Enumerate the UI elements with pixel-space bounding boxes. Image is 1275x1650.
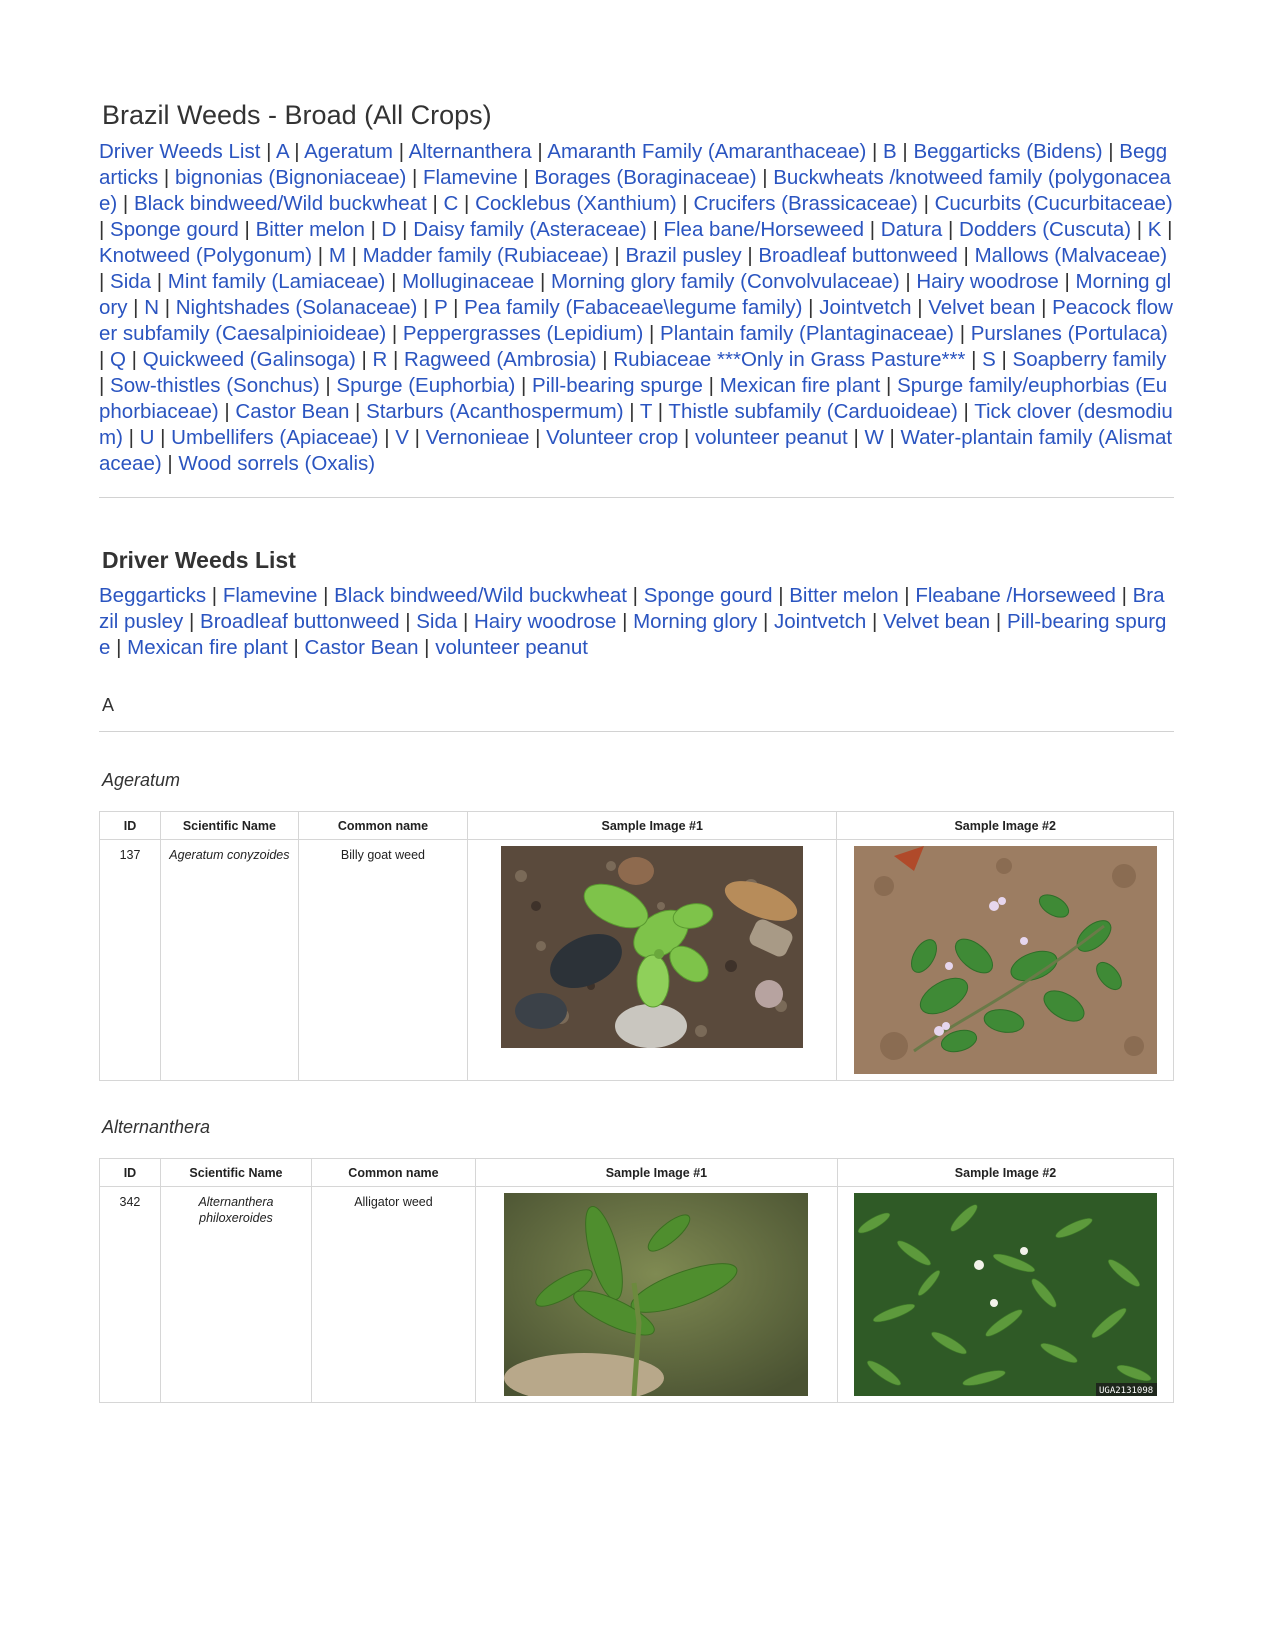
link-separator: | [942, 218, 960, 241]
index-link-rubiaceae-only-in-grass-pasture[interactable]: Rubiaceae ***Only in Grass Pasture*** [613, 348, 966, 371]
index-link-flea-bane-horseweed[interactable]: Flea bane/Horseweed [663, 218, 865, 241]
table-header-row [100, 1159, 1174, 1187]
driver-link-sida[interactable]: Sida [416, 610, 458, 633]
index-link-beggarticks-bidens[interactable]: Beggarticks (Bidens) [913, 140, 1103, 163]
index-link-knotweed-polygonum[interactable]: Knotweed (Polygonum) [99, 244, 313, 267]
index-link-brazil-pusley[interactable]: Brazil pusley [625, 244, 742, 267]
link-separator: | [183, 610, 201, 633]
index-link-alternanthera[interactable]: Alternanthera [408, 140, 532, 163]
table-header-row [100, 812, 1174, 840]
link-separator: | [408, 426, 426, 449]
table-row [100, 1187, 1174, 1403]
link-separator: | [898, 584, 916, 607]
index-link-m[interactable]: M [328, 244, 346, 267]
index-link-cucurbits-cucurbitaceae[interactable]: Cucurbits (Cucurbitaceae) [934, 192, 1173, 215]
index-link-mallows-malvaceae[interactable]: Mallows (Malvaceae) [974, 244, 1168, 267]
index-link-p[interactable]: P [434, 296, 448, 319]
link-separator: | [515, 374, 533, 397]
link-separator: | [399, 610, 417, 633]
sample-image-2-cell [837, 840, 1174, 1081]
driver-link-jointvetch[interactable]: Jointvetch [774, 610, 867, 633]
index-link-buckwheats-knotweed-family-polygonaceae[interactable]: Buckwheats /knotweed family (polygonaceae) [99, 166, 1171, 215]
alternanthera-stand-photo [854, 1193, 1157, 1396]
index-link-morning-glory-family-convolvulaceae[interactable]: Morning glory family (Convolvulaceae) [551, 270, 900, 293]
driver-link-flamevine[interactable]: Flamevine [222, 584, 318, 607]
link-separator: | [317, 584, 335, 607]
link-separator: | [396, 218, 414, 241]
link-separator: | [954, 322, 971, 345]
link-separator: | [1035, 296, 1053, 319]
link-separator: | [616, 610, 634, 633]
header-sample-image-1: Sample Image #1 [475, 1159, 837, 1187]
link-separator: | [899, 270, 917, 293]
link-separator: | [957, 400, 975, 423]
link-separator: | [206, 584, 223, 607]
index-link-crucifers-brassicaceae[interactable]: Crucifers (Brassicaceae) [693, 192, 918, 215]
link-separator: | [864, 218, 881, 241]
link-separator: | [596, 348, 614, 371]
index-link-w[interactable]: W [864, 426, 884, 449]
link-separator: | [531, 140, 548, 163]
driver-link-sponge-gourd[interactable]: Sponge gourd [643, 584, 773, 607]
index-link-volunteer-peanut[interactable]: volunteer peanut [695, 426, 848, 449]
link-separator: | [406, 166, 424, 189]
index-link-dodders-cuscuta[interactable]: Dodders (Cuscuta) [959, 218, 1132, 241]
link-separator: | [965, 348, 983, 371]
index-link-broadleaf-buttonweed[interactable]: Broadleaf buttonweed [758, 244, 958, 267]
link-separator: | [883, 426, 901, 449]
link-separator: | [387, 348, 405, 371]
link-separator: | [417, 296, 435, 319]
link-separator: | [288, 140, 305, 163]
index-link-spurge-family-euphorbias-euphorbiaceae[interactable]: Spurge family/euphorbias (Euphorbiaceae) [99, 374, 1168, 423]
link-separator: | [117, 192, 134, 215]
link-separator: | [1058, 270, 1076, 293]
driver-link-brazil-pusley[interactable]: Brazil pusley [99, 584, 1165, 633]
link-separator: | [355, 348, 373, 371]
link-separator: | [345, 244, 363, 267]
link-separator: | [426, 192, 444, 215]
index-link-s[interactable]: S [982, 348, 996, 371]
driver-link-castor-bean[interactable]: Castor Bean [304, 636, 419, 659]
link-separator: | [99, 348, 111, 371]
index-link-sponge-gourd[interactable]: Sponge gourd [110, 218, 239, 241]
link-separator: | [457, 610, 474, 633]
link-separator: | [623, 400, 640, 423]
link-separator: | [957, 244, 975, 267]
common-name: Billy goat weed [298, 840, 467, 1081]
link-separator: | [866, 140, 884, 163]
link-separator: | [911, 296, 929, 319]
header-scientific-name: Scientific Name [161, 812, 299, 840]
link-separator: | [1115, 584, 1133, 607]
link-separator: | [238, 218, 256, 241]
index-link-borages-boraginaceae[interactable]: Borages (Boraginaceae) [534, 166, 757, 189]
index-link-ragweed-ambrosia[interactable]: Ragweed (Ambrosia) [404, 348, 597, 371]
table-row [100, 840, 1174, 1081]
link-separator: | [741, 244, 759, 267]
index-link-driver-weeds-list[interactable]: Driver Weeds List [99, 140, 261, 163]
index-link-datura[interactable]: Datura [880, 218, 943, 241]
index-link-v[interactable]: V [395, 426, 409, 449]
index-link-velvet-bean[interactable]: Velvet bean [928, 296, 1036, 319]
driver-link-volunteer-peanut[interactable]: volunteer peanut [435, 636, 588, 659]
link-separator: | [158, 166, 175, 189]
index-link-tick-clover-desmodium[interactable]: Tick clover (desmodium) [99, 400, 1173, 449]
index-link-bignonias-bignoniaceae[interactable]: bignonias (Bignoniaceae) [174, 166, 407, 189]
header-common-name: Common name [312, 1159, 476, 1187]
driver-link-mexican-fire-plant[interactable]: Mexican fire plant [127, 636, 288, 659]
link-separator: | [218, 400, 236, 423]
index-link-mint-family-lamiaceae[interactable]: Mint family (Lamiaceae) [167, 270, 386, 293]
index-link-soapberry-family[interactable]: Soapberry family [1012, 348, 1167, 371]
index-link-nightshades-solanaceae[interactable]: Nightshades (Solanaceae) [175, 296, 418, 319]
ageratum-plant-photo [854, 846, 1157, 1074]
link-separator: | [458, 192, 476, 215]
index-link-cocklebus-xanthium[interactable]: Cocklebus (Xanthium) [475, 192, 677, 215]
link-separator: | [517, 166, 535, 189]
weed-id: 342 [100, 1187, 161, 1403]
header-sample-image-1: Sample Image #1 [468, 812, 837, 840]
link-separator: | [99, 374, 111, 397]
link-separator: | [319, 374, 337, 397]
index-link-peppergrasses-lepidium[interactable]: Peppergrasses (Lepidium) [402, 322, 644, 345]
link-separator: | [1131, 218, 1148, 241]
index-link-a[interactable]: A [275, 140, 289, 163]
link-separator: | [99, 270, 111, 293]
index-link-pill-bearing-spurge[interactable]: Pill-bearing spurge [532, 374, 703, 397]
driver-weeds-heading: Driver Weeds List [102, 547, 296, 573]
link-separator: | [110, 636, 128, 659]
link-separator: | [652, 400, 669, 423]
index-link-n[interactable]: N [144, 296, 160, 319]
index-link-sow-thistles-sonchus[interactable]: Sow-thistles (Sonchus) [110, 374, 320, 397]
index-link-purslanes-portulaca[interactable]: Purslanes (Portulaca) [970, 322, 1168, 345]
index-link-jointvetch[interactable]: Jointvetch [819, 296, 912, 319]
index-link-volunteer-crop[interactable]: Volunteer crop [546, 426, 679, 449]
driver-weeds-link-list [99, 583, 1174, 661]
link-separator: | [534, 270, 552, 293]
link-separator: | [866, 610, 884, 633]
index-link-b[interactable]: B [883, 140, 897, 163]
genus-heading: Alternanthera [102, 1117, 211, 1137]
link-separator: | [1161, 218, 1173, 241]
index-link-starburs-acanthospermum[interactable]: Starburs (Acanthospermum) [366, 400, 624, 423]
link-separator: | [676, 192, 694, 215]
section-letter: A [102, 695, 115, 715]
link-separator: | [154, 426, 172, 449]
weed-table [99, 1158, 1174, 1403]
link-separator: | [127, 296, 145, 319]
index-link-t[interactable]: T [639, 400, 653, 423]
index-link-spurge-euphorbia[interactable]: Spurge (Euphorbia) [336, 374, 516, 397]
index-link-sida[interactable]: Sida [110, 270, 152, 293]
link-separator: | [529, 426, 547, 449]
link-separator: | [880, 374, 898, 397]
index-link-list [99, 139, 1174, 477]
driver-link-fleabane-horseweed[interactable]: Fleabane /Horseweed [915, 584, 1116, 607]
ageratum-seedling-photo [501, 846, 803, 1048]
index-link-k[interactable]: K [1147, 218, 1162, 241]
index-link-d[interactable]: D [381, 218, 397, 241]
link-separator: | [757, 610, 775, 633]
driver-link-broadleaf-buttonweed[interactable]: Broadleaf buttonweed [200, 610, 400, 633]
link-separator: | [646, 218, 664, 241]
index-link-wood-sorrels-oxalis[interactable]: Wood sorrels (Oxalis) [178, 452, 376, 475]
link-separator: | [159, 296, 176, 319]
sample-image-2-cell [838, 1187, 1174, 1403]
header-id: ID [100, 812, 161, 840]
index-link-morning-glory[interactable]: Morning glory [99, 270, 1172, 319]
index-link-flamevine[interactable]: Flamevine [423, 166, 518, 189]
index-link-water-plantain-family-alismataceae[interactable]: Water-plantain family (Alismataceae) [99, 426, 1173, 475]
index-link-molluginaceae[interactable]: Molluginaceae [402, 270, 535, 293]
index-link-mexican-fire-plant[interactable]: Mexican fire plant [719, 374, 881, 397]
link-separator: | [678, 426, 696, 449]
index-link-amaranth-family-amaranthaceae[interactable]: Amaranth Family (Amaranthaceae) [547, 140, 867, 163]
link-separator: | [125, 348, 143, 371]
alternanthera-shoot-photo [504, 1193, 808, 1396]
index-link-r[interactable]: R [372, 348, 388, 371]
link-separator: | [847, 426, 865, 449]
link-separator: | [995, 348, 1013, 371]
link-separator: | [608, 244, 626, 267]
driver-link-black-bindweed-wild-buckwheat[interactable]: Black bindweed/Wild buckwheat [334, 584, 627, 607]
index-link-q[interactable]: Q [110, 348, 126, 371]
weed-id: 137 [100, 840, 161, 1081]
index-link-vernonieae[interactable]: Vernonieae [425, 426, 530, 449]
divider [99, 731, 1174, 732]
driver-link-beggarticks[interactable]: Beggarticks [99, 584, 207, 607]
index-link-plantain-family-plantaginaceae[interactable]: Plantain family (Plantaginaceae) [660, 322, 955, 345]
index-link-quickweed-galinsoga[interactable]: Quickweed (Galinsoga) [142, 348, 356, 371]
header-scientific-name: Scientific Name [160, 1159, 311, 1187]
index-link-madder-family-rubiaceae[interactable]: Madder family (Rubiaceae) [362, 244, 609, 267]
sample-image-1-cell [468, 840, 837, 1081]
link-separator: | [896, 140, 914, 163]
genus-heading: Ageratum [102, 770, 181, 790]
driver-link-bitter-melon[interactable]: Bitter melon [789, 584, 899, 607]
divider [99, 497, 1174, 498]
image-watermark: UGA2131098 [1099, 1386, 1154, 1396]
page-title: Brazil Weeds - Broad (All Crops) [102, 100, 492, 130]
link-separator: | [802, 296, 820, 319]
scientific-name: Alternanthera philoxeroides [160, 1187, 311, 1403]
driver-link-velvet-bean[interactable]: Velvet bean [883, 610, 991, 633]
header-sample-image-2: Sample Image #2 [837, 812, 1174, 840]
link-separator: | [386, 322, 403, 345]
link-separator: | [917, 192, 935, 215]
link-separator: | [702, 374, 720, 397]
link-separator: | [418, 636, 436, 659]
link-separator: | [447, 296, 465, 319]
weed-table [99, 811, 1174, 1081]
link-separator: | [626, 584, 644, 607]
link-separator: | [122, 426, 140, 449]
index-link-peacock-flower-subfamily-caesalpinioideae[interactable]: Peacock flower subfamily (Caesalpinioideae) [99, 296, 1173, 345]
header-sample-image-2: Sample Image #2 [838, 1159, 1174, 1187]
common-name: Alligator weed [312, 1187, 476, 1403]
header-common-name: Common name [298, 812, 467, 840]
link-separator: | [161, 452, 179, 475]
index-link-thistle-subfamily-carduoideae[interactable]: Thistle subfamily (Carduoideae) [668, 400, 958, 423]
index-link-umbellifers-apiaceae[interactable]: Umbellifers (Apiaceae) [171, 426, 379, 449]
link-separator: | [772, 584, 790, 607]
link-separator: | [990, 610, 1007, 633]
link-separator: | [378, 426, 396, 449]
index-link-u[interactable]: U [139, 426, 155, 449]
driver-link-hairy-woodrose[interactable]: Hairy woodrose [473, 610, 617, 633]
link-separator: | [364, 218, 382, 241]
sample-image-1-cell [475, 1187, 837, 1403]
link-separator: | [643, 322, 661, 345]
link-separator: | [1102, 140, 1120, 163]
index-link-bitter-melon[interactable]: Bitter melon [255, 218, 365, 241]
index-link-beggarticks[interactable]: Beggarticks [99, 140, 1168, 189]
header-id: ID [100, 1159, 161, 1187]
link-separator: | [756, 166, 774, 189]
index-link-hairy-woodrose[interactable]: Hairy woodrose [916, 270, 1059, 293]
link-separator: | [260, 140, 276, 163]
index-link-black-bindweed-wild-buckwheat[interactable]: Black bindweed/Wild buckwheat [133, 192, 427, 215]
link-separator: | [151, 270, 168, 293]
scientific-name: Ageratum conyzoides [161, 840, 299, 1081]
driver-link-pill-bearing-spurge[interactable]: Pill-bearing spurge [99, 610, 1167, 659]
index-link-daisy-family-asteraceae[interactable]: Daisy family (Asteraceae) [413, 218, 647, 241]
driver-link-morning-glory[interactable]: Morning glory [633, 610, 758, 633]
link-separator: | [349, 400, 367, 423]
link-separator: | [393, 140, 409, 163]
index-link-pea-family-fabaceae-legume-family[interactable]: Pea family (Fabaceae\legume family) [464, 296, 803, 319]
link-separator: | [99, 218, 111, 241]
index-link-castor-bean[interactable]: Castor Bean [235, 400, 350, 423]
index-link-c[interactable]: C [443, 192, 459, 215]
link-separator: | [385, 270, 403, 293]
index-link-ageratum[interactable]: Ageratum [304, 140, 394, 163]
link-separator: | [287, 636, 305, 659]
link-separator: | [312, 244, 329, 267]
